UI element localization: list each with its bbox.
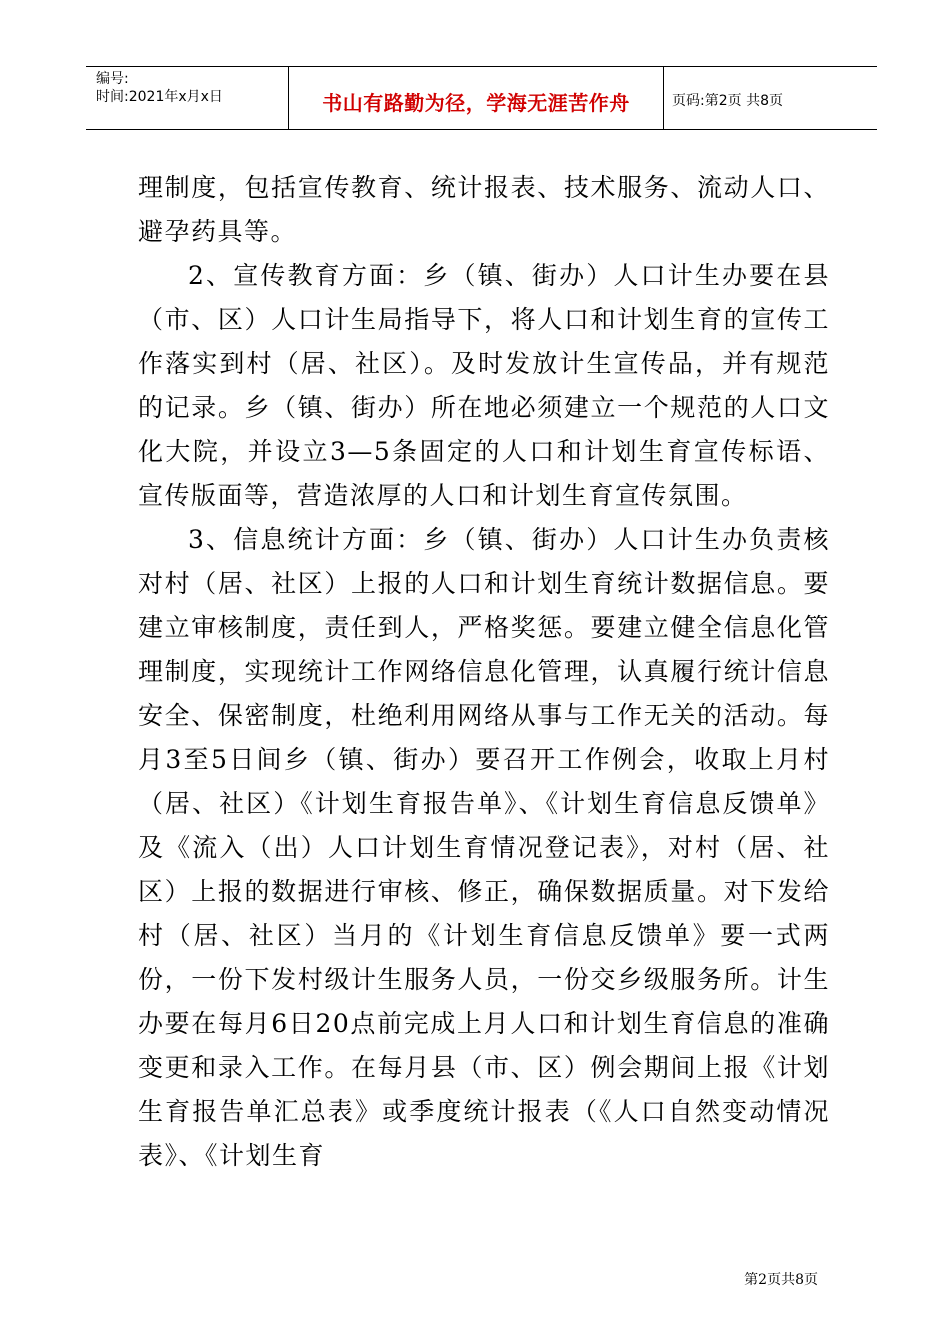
document-body xyxy=(138,166,830,1178)
header-motto: 书山有路勤为径，学海无涯苦作舟 xyxy=(322,91,630,115)
header-page-cell xyxy=(664,67,877,129)
header-motto-cell xyxy=(288,67,664,129)
header-page-info: 页码:第2页 共8页 xyxy=(672,93,783,109)
paragraph-continuation: 理制度，包括宣传教育、统计报表、技术服务、流动人口、避孕药具等。 xyxy=(138,173,830,246)
header-meta-cell xyxy=(86,67,288,129)
paragraph-publicity-education: 2、宣传教育方面：乡（镇、街办）人口计生办要在县（市、区）人口计生局指导下，将人口和计划生育的宣传工作落实到村（居、社区）。及时发放计生宣传品，并有规范的记录。乡（镇、街办）所在地必须建立一个规范的人口文化大院，并设立3—5条固定的人口和计划生育宣传标语、宣传版面等，营造浓厚的人口和计划生育宣传氛围。 xyxy=(138,261,830,510)
document-number-label: 编号: xyxy=(96,71,129,87)
document-time-label: 时间:2021年x月x日 xyxy=(96,89,223,105)
page-footer: 第2页共8页 xyxy=(744,1272,818,1288)
paragraph-information-statistics: 3、信息统计方面：乡（镇、街办）人口计生办负责核对村（居、社区）上报的人口和计划生育统计数据信息。要建立审核制度，责任到人，严格奖惩。要建立健全信息化管理制度，实现统计工作网络信息化管理，认真履行统计信息安全、保密制度，杜绝利用网络从事与工作无关的活动。每月3至5日间乡（镇、街办）要召开工作例会，收取上月村（居、社区）《计划生育报告单》、《计划生育信息反馈单》及《流入（出）人口计划生育情况登记表》，对村（居、社区）上报的数据进行审核、修正，确保数据质量。对下发给村（居、社区）当月的《计划生育信息反馈单》要一式两份，一份下发村级计生服务人员，一份交乡级服务所。计生办要在每月6日20点前完成上月人口和计划生育信息的准确变更和录入工作。在每月县（市、区）例会期间上报《计划生育报告单汇总表》或季度统计报表（《人口自然变动情况表》、《计划生育 xyxy=(138,525,830,1170)
page-header xyxy=(86,66,877,130)
